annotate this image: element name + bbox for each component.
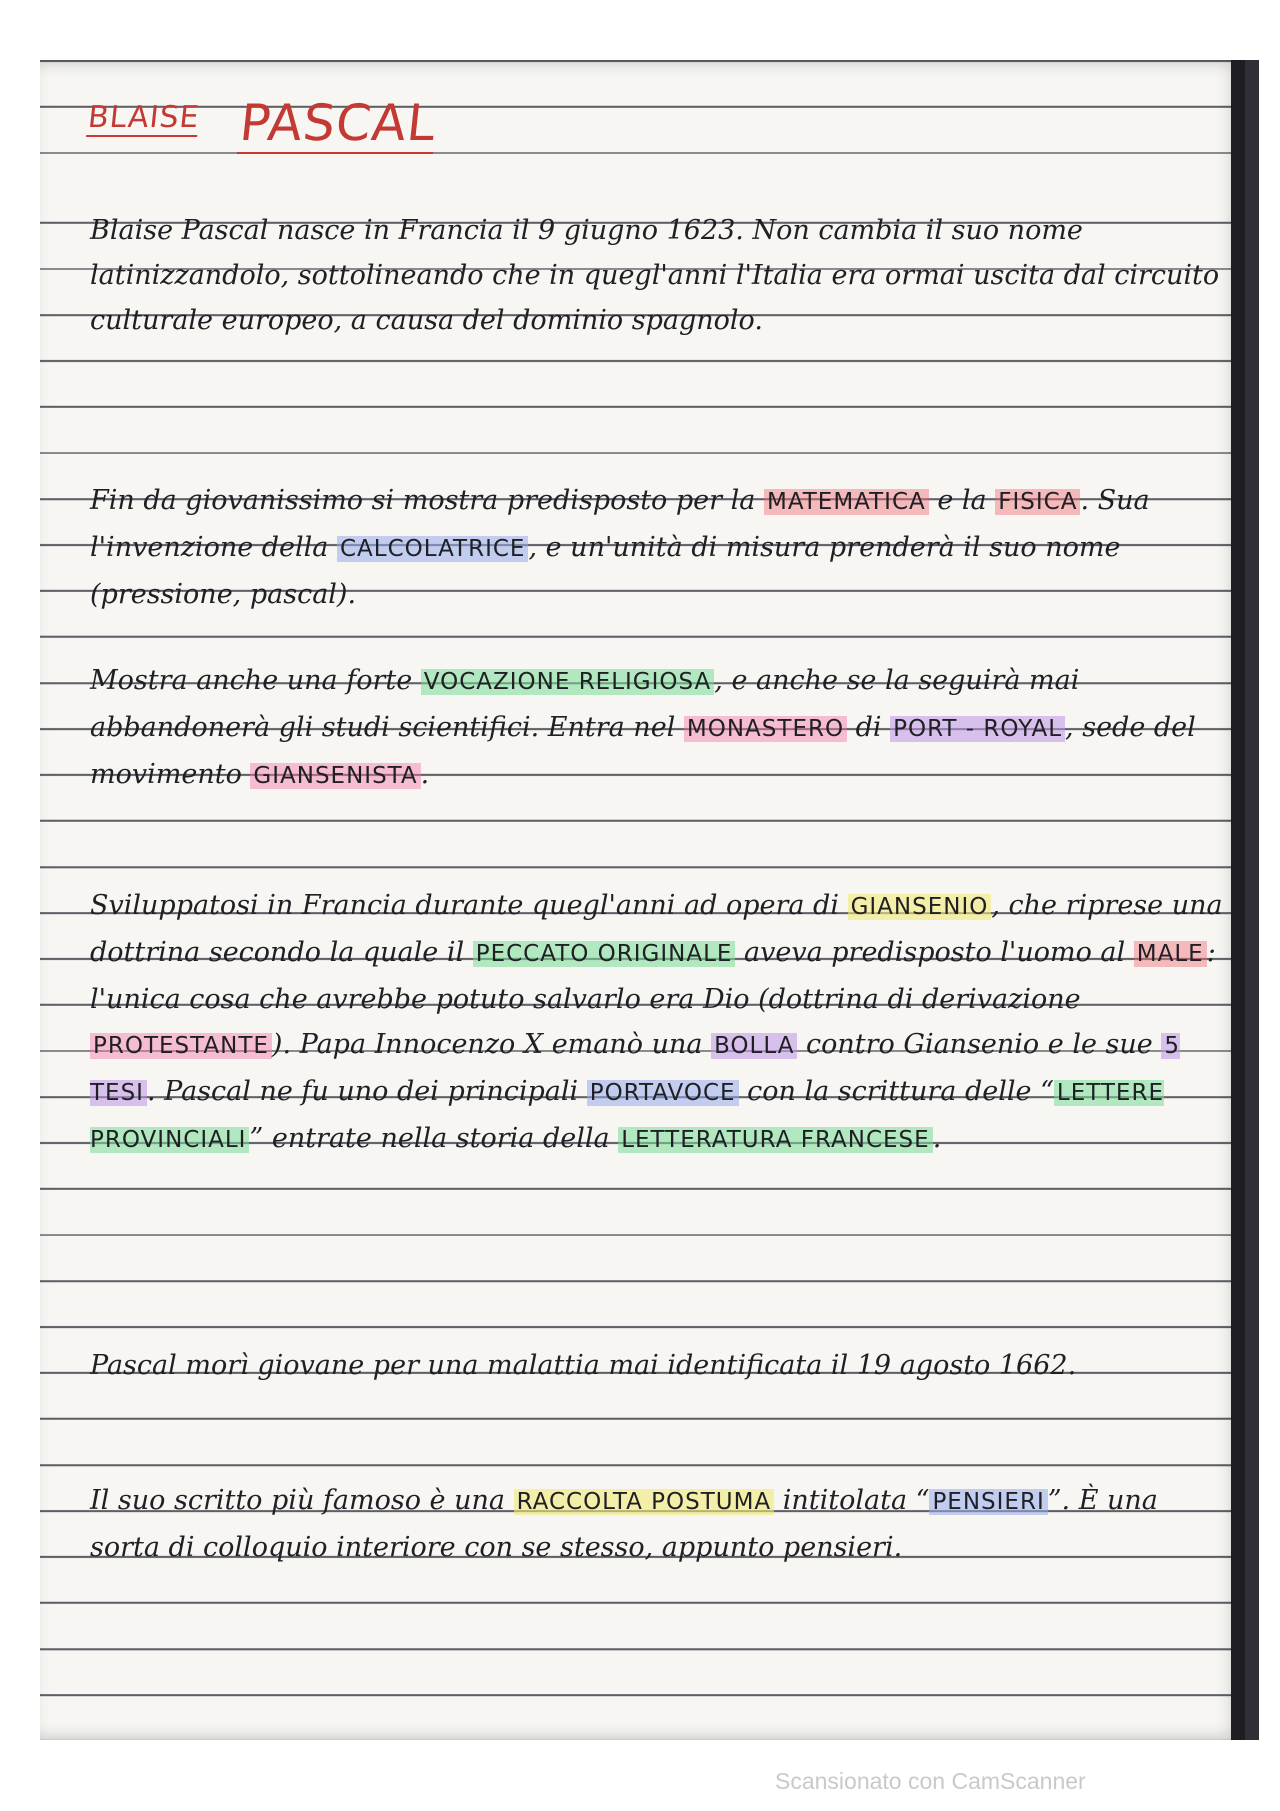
text-run: Sviluppatosi in Francia durante quegl'anni ad opera di [90,890,848,921]
text-run: e la [928,485,996,516]
highlight-5-tesi: 5 TESI [90,1033,1180,1106]
highlight-male: MALE [1134,941,1207,967]
paragraph-jansenism [90,883,1230,1163]
highlight-port-royal: PORT - ROYAL [890,716,1065,742]
notebook-binding [1231,60,1245,1740]
highlight-protestante: PROTESTANTE [90,1033,272,1059]
highlight-bolla: BOLLA [711,1033,797,1059]
text-run: , che riprese una dottrina secondo la quale il [90,890,1223,968]
highlight-portavoce: PORTAVOCE [587,1080,739,1106]
text-run: , e anche se la seguirà mai abbandonerà gli studi scientifici. Entra nel [90,665,1080,743]
highlight-giansenista: GIANSENISTA [250,763,420,789]
text-run: ”. È una sorta di colloquio interiore con se stesso, appunto pensieri. [90,1485,1158,1563]
highlight-giansenio: GIANSENIO [848,894,992,920]
highlight-fisica: FISICA [995,489,1080,515]
highlight-pensieri: PENSIERI [929,1489,1047,1515]
highlight-matematica: MATEMATICA [764,489,929,515]
paragraph-text: Pascal morì giovane per una malattia mai identificata il 19 agosto 1662. [90,1350,1077,1381]
text-run: aveva predisposto l'uomo al [735,937,1134,968]
highlight-raccolta-postuma: RACCOLTA POSTUMA [514,1489,775,1515]
camscanner-watermark: Scansionato con CamScanner [775,1768,1086,1794]
text-run: ” entrate nella storia della [249,1123,619,1154]
notebook-page [40,60,1259,1740]
text-run: contro Giansenio e le sue [797,1029,1162,1060]
paragraph-pensieri [90,1478,1230,1570]
text-run: con la scrittura delle “ [738,1076,1054,1107]
title-first-name: BLAISE [86,100,202,135]
text-run: . Sua l'invenzione della [90,485,1150,563]
highlight-monastero: MONASTERO [684,716,847,742]
paragraph-death [90,1343,1230,1388]
text-run: , e un'unità di misura prenderà il suo nome (pressione, pascal). [90,532,1121,610]
highlight-lettere-provinciali: LETTERE PROVINCIALI [90,1080,1164,1153]
text-run: . Pascal ne fu uno dei principali [146,1076,587,1107]
text-run: Il suo scritto più famoso è una [90,1485,514,1516]
text-run: ). Papa Innocenzo X emanò una [271,1029,712,1060]
text-run: intitolata “ [774,1485,930,1516]
highlight-calcolatrice: CALCOLATRICE [337,536,528,562]
paragraph-text: Blaise Pascal nasce in Francia il 9 giugno 1623. Non cambia il suo nome latinizzandolo, sottolineando che in quegl'anni l'Italia era ormai uscita dal circuito culturale europeo, a causa del dominio spagnolo. [90,215,1220,336]
paragraph-science [90,478,1230,617]
text-run: , sede del movimento [90,712,1196,790]
text-run: . [932,1123,942,1154]
text-run: : l'unica cosa che avrebbe potuto salvarlo era Dio (dottrina di derivazione [90,937,1216,1015]
page-title [88,80,588,170]
title-last-name: PASCAL [237,94,440,152]
text-run: Fin da giovanissimo si mostra predisposto per la [90,485,764,516]
paragraph-birth [90,208,1230,343]
paragraph-religion [90,658,1230,799]
text-run: . [420,759,430,790]
highlight-vocazione-religiosa: VOCAZIONE RELIGIOSA [421,669,715,695]
highlight-peccato-originale: PECCATO ORIGINALE [473,941,736,967]
text-run: di [847,712,891,743]
highlight-letteratura-francese: LETTERATURA FRANCESE [618,1127,933,1153]
text-run: Mostra anche una forte [90,665,421,696]
